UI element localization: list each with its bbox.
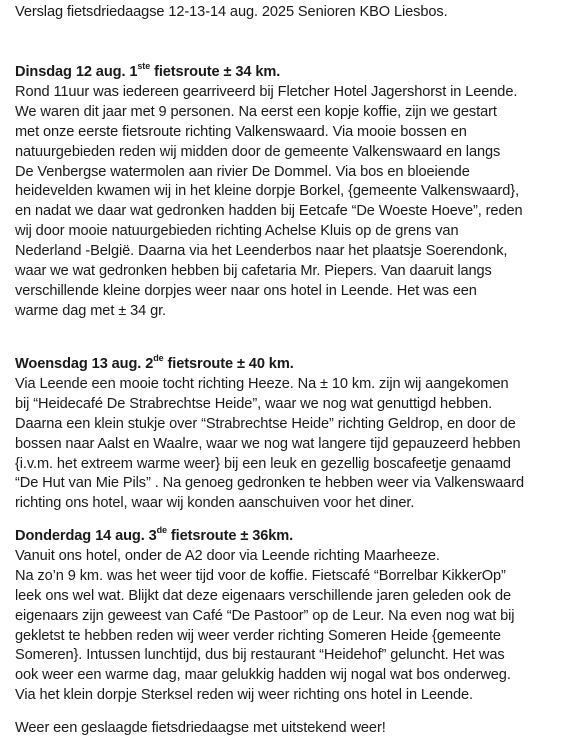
paragraph-line: warme dag met ± 34 gr. — [15, 302, 167, 319]
paragraph-line: Via Leende een mooie tocht richting Heeze. Na ± 10 km. zijn wij aangekomen — [15, 375, 509, 392]
paragraph-line: We waren dit jaar met 9 personen. Na eerst een kopje koffie, zijn we gestart — [15, 103, 497, 120]
document-title: Verslag fietsdriedaagse 12-13-14 aug. 2025 Senioren KBO Liesbos. — [15, 4, 448, 20]
section-heading — [15, 63, 523, 83]
paragraph-line: gekletst te hebben reden wij weer verder richting Someren Heide {gemeente — [15, 627, 501, 644]
paragraph-line: De Venbergse watermolen aan rivier De Dommel. Via bos en bloeiende — [15, 163, 470, 180]
heading-text: Dinsdag 12 aug. 1 — [15, 64, 138, 80]
heading-text: Donderdag 14 aug. 3 — [15, 528, 157, 544]
paragraph-line: “De Hut van Mie Pils” . Na genoeg gedronken te hebben weer via Valkenswaard — [15, 475, 524, 492]
ordinal-suffix: de — [153, 353, 164, 364]
section-day-1 — [15, 63, 523, 322]
paragraph-line: Daarna een klein stukje over “Strabrechtse Heide” richting Geldrop, en door de — [15, 415, 516, 432]
section-heading — [15, 527, 514, 547]
paragraph-line: heidevelden kwamen wij in het kleine dorpje Borkel, {gemeente Valkenswaard}, — [15, 183, 520, 200]
heading-text-rest: fietsroute ± 34 km. — [150, 64, 281, 80]
paragraph-line: Na zo’n 9 km. was het weer tijd voor de koffie. Fietscafé “Borrelbar KikkerOp” — [15, 567, 506, 584]
paragraph-line: wij door mooie natuurgebieden richting Achelse Kluis op de grens van — [15, 223, 459, 240]
paragraph-line: verschillende kleine dorpjes weer naar ons hotel in Leende. Het was een — [15, 282, 477, 299]
paragraph-line: en nadat we daar wat gedronken hadden bij Eetcafe “De Woeste Hoeve”, reden — [15, 203, 523, 220]
ordinal-suffix: ste — [137, 61, 151, 72]
ordinal-suffix: de — [156, 525, 167, 536]
section-day-3 — [15, 527, 514, 706]
closing-sentence: Weer een geslaagde fietsdriedaagse met uitstekend weer! — [15, 720, 386, 736]
section-day-2 — [15, 355, 524, 514]
paragraph-line: waar we wat gedronken hebben bij cafetaria Mr. Piepers. Van daaruit langs — [15, 263, 492, 280]
paragraph-line: Rond 11uur was iedereen gearriveerd bij Fletcher Hotel Jagershorst in Leende. — [15, 83, 518, 100]
paragraph-line: leek ons wel wat. Blijkt dat deze eigenaars verschillende jaren geleden ook de — [15, 587, 511, 604]
paragraph-line: bossen naar Aalst en Waalre, waar we nog wat langere tijd gepauzeerd hebben — [15, 435, 521, 452]
paragraph-line: Vanuit ons hotel, onder de A2 door via Leende richting Maarheeze. — [15, 547, 440, 564]
paragraph-line: richting ons hotel, waar wij konden aanschuiven voor het diner. — [15, 495, 415, 512]
paragraph-line: natuurgebieden reden wij midden door de gemeente Valkenswaard en langs — [15, 143, 501, 160]
heading-text-rest: fietsroute ± 40 km. — [163, 356, 294, 372]
paragraph-line: ook weer een warme dag, maar gelukkig hadden wij nogal wat bos onderweg. — [15, 667, 511, 684]
paragraph-line: Someren}. Intussen lunchtijd, dus bij restaurant “Heidehof” geluncht. Het was — [15, 647, 505, 664]
paragraph-line: eigenaars zijn geweest van Café “De Pastoor” op de Leur. Na even nog wat bij — [15, 607, 515, 624]
heading-text: Woensdag 13 aug. 2 — [15, 356, 154, 372]
paragraph-line: Via het klein dorpje Sterksel reden wij weer richting ons hotel in Leende. — [15, 687, 473, 704]
heading-text-rest: fietsroute ± 36km. — [166, 528, 294, 544]
section-heading — [15, 355, 524, 375]
paragraph-line: {i.v.m. het extreem warme weer} bij een leuk en gezellig boscafeetje genaamd — [15, 455, 511, 472]
paragraph-line: Nederland -België. Daarna via het Leenderbos naar het plaatsje Soerendonk, — [15, 243, 508, 260]
paragraph-line: met onze eerste fietsroute richting Valkenswaard. Via mooie bossen en — [15, 123, 467, 140]
paragraph-line: bij “Heidecafé De Strabrechtse Heide”, waar we nog wat genuttigd hebben. — [15, 395, 493, 412]
